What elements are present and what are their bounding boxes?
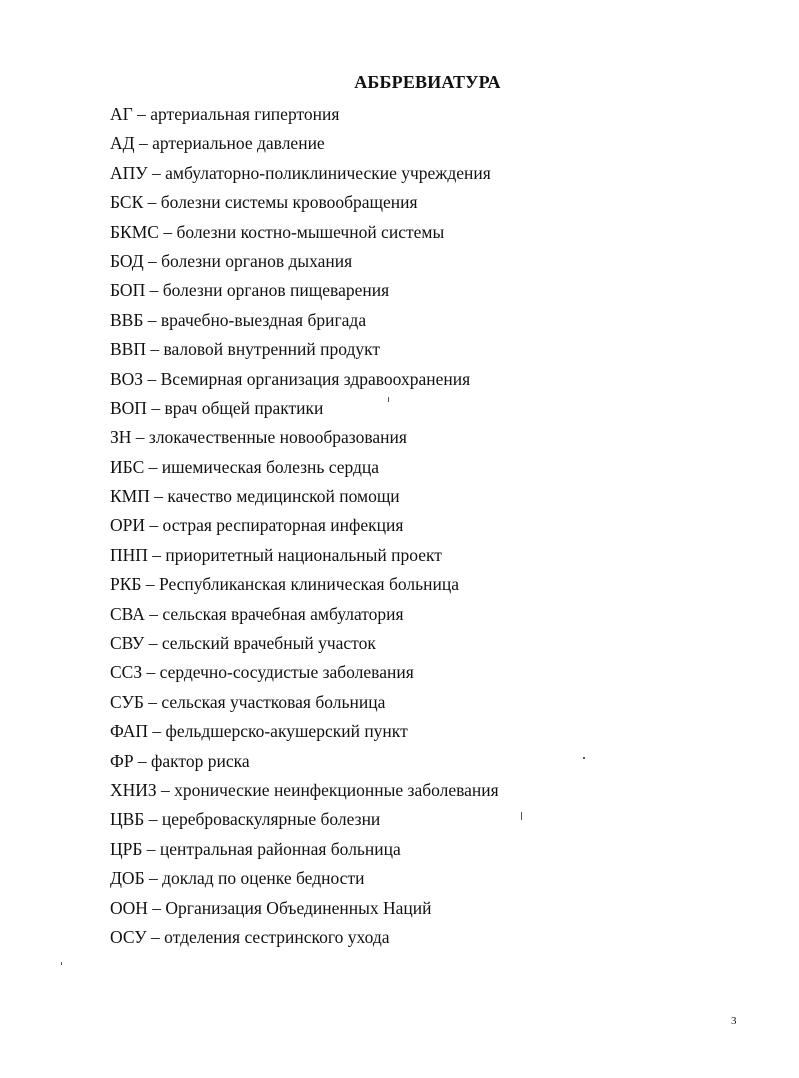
abbreviation-item: ФАП – фельдшерско-акушерский пункт [110, 721, 408, 742]
scan-speck [61, 962, 62, 965]
abbreviation-item: ССЗ – сердечно-сосудистые заболевания [110, 662, 414, 683]
abbreviation-item: ВВП – валовой внутренний продукт [110, 339, 381, 360]
abbreviation-item: ЦВБ – цереброваскулярные болезни [110, 809, 381, 830]
abbreviation-item: ЗН – злокачественные новообразования [110, 427, 407, 448]
abbreviation-item: СВА – сельская врачебная амбулатория [110, 603, 404, 624]
scan-speck [388, 397, 389, 402]
abbreviation-item: ИБС – ишемическая болезнь сердца [110, 456, 380, 477]
abbreviation-item: РКБ – Республиканская клиническая больница [110, 574, 459, 595]
abbreviation-item: БСК – болезни системы кровообращения [110, 192, 418, 213]
abbreviation-item: ВОП – врач общей практики [110, 397, 324, 418]
page-title: АББРЕВИАТУРА [354, 72, 501, 92]
scan-speck [583, 757, 585, 759]
abbreviation-item: СУБ – сельская участковая больница [110, 691, 386, 712]
abbreviation-item: ФР – фактор риска [110, 750, 250, 771]
abbreviation-item: КМП – качество медицинской помощи [110, 486, 400, 507]
abbreviation-item: БКМС – болезни костно-мышечной системы [110, 221, 445, 242]
abbreviation-item: ДОБ – доклад по оценке бедности [110, 868, 365, 889]
scan-speck [521, 812, 522, 820]
abbreviation-item: ОСУ – отделения сестринского ухода [110, 926, 390, 947]
abbreviation-item: ООН – Организация Объединенных Наций [110, 897, 432, 918]
abbreviation-item: ВОЗ – Всемирная организация здравоохранения [110, 368, 471, 389]
abbreviation-item: БОП – болезни органов пищеварения [110, 280, 390, 301]
abbreviation-item: ХНИЗ – хронические неинфекционные заболевания [110, 779, 499, 800]
abbreviation-item: АГ – артериальная гипертония [110, 104, 340, 124]
abbreviation-item: СВУ – сельский врачебный участок [110, 633, 376, 654]
abbreviation-item: БОД – болезни органов дыхания [110, 250, 353, 271]
page-number: 3 [731, 1015, 737, 1027]
abbreviation-item: ОРИ – острая респираторная инфекция [110, 515, 404, 536]
abbreviation-item: АПУ – амбулаторно-поликлинические учреждения [110, 162, 491, 183]
abbreviation-list [110, 100, 499, 952]
abbreviation-item: ЦРБ – центральная районная больница [110, 838, 401, 859]
abbreviation-item: АД – артериальное давление [110, 133, 325, 154]
abbreviation-item: ПНП – приоритетный национальный проект [110, 544, 442, 565]
abbreviation-item: ВВБ – врачебно-выездная бригада [110, 309, 367, 330]
